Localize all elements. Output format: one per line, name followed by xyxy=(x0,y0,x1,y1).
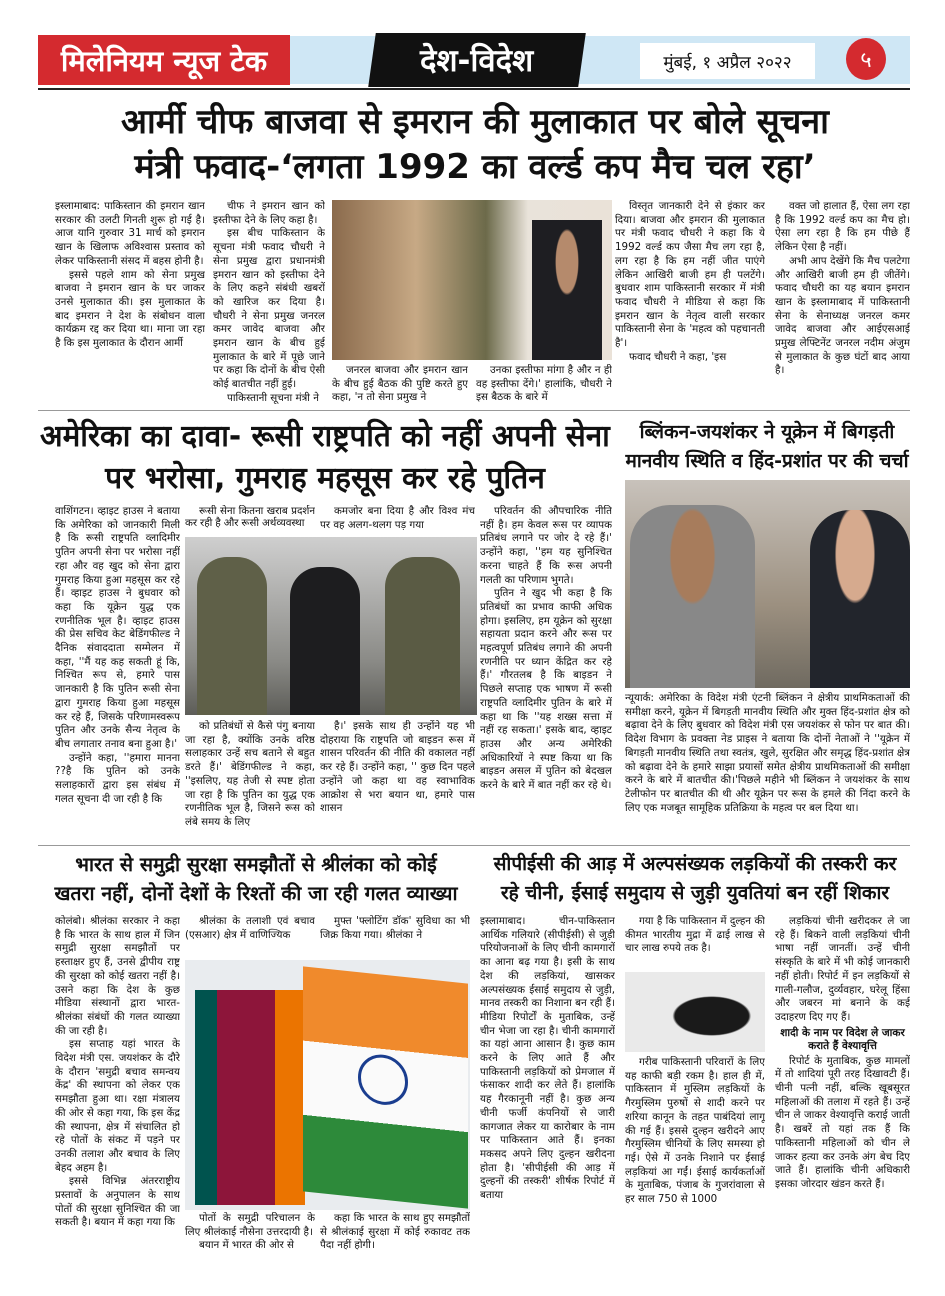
article-column xyxy=(55,915,180,1255)
photo-silhouette-woman xyxy=(625,972,765,1052)
article-column xyxy=(185,505,315,533)
article-column xyxy=(625,915,765,971)
paragraph: उन्होंने कहा, ''हमारा मानना ??है कि पुतिन को उनके सलाहकारों द्वारा इस संबंध में गलत सूचना दी जा रही है कि xyxy=(55,751,180,805)
article-body xyxy=(625,692,910,837)
paragraph: उनका इस्तीफा मांगा है और न ही वह इस्तीफा देंगे।' हालांकि, चौधरी ने इस बैठक के बारे में xyxy=(476,364,612,404)
paragraph: मुफ्त 'फ्लोटिंग डॉक' सुविधा का भी जिक्र किया गया। श्रीलंका ने xyxy=(320,915,470,941)
paragraph: इस्लामाबाद: पाकिस्तान की इमरान खान सरकार की उलटी गिनती शुरू हो गई है। आज यानि गुरुवार 31 मार्च को इमरान खान के खिलाफ अविश्वास प्रस्ताव को लेकर पाकिस्तानी संसद में बहस होनी है। xyxy=(55,200,205,267)
divider xyxy=(38,410,910,411)
headline-line: रहे चीनी, ईसाई समुदाय से जुड़ी युवतियां बन रहीं शिकार xyxy=(500,882,890,904)
paragraph: को प्रतिबंधों से कैसे पंगु बनाया जा रहा है, क्योंकि उनके वरिष्ठ सलाहकार उन्हें सच बताने से बहुत डरते हैं।' बेडिंगफील्ड ने कहा, ''इसलिए, यह तेजी से स्पष्ट होता जा रहा है कि पुतिन का युद्ध एक रणनीतिक भूल है, जिसने रूस को लंबे समय के लिए xyxy=(185,720,315,828)
paragraph: इस्लामाबाद। चीन-पाकिस्तान आर्थिक गलियारे (सीपीईसी) से जुड़ी परियोजनाओं के लिए चीनी कामगारों का आना बढ़ गया है। इसी के साथ देश की लड़कियां, खासकर अल्पसंख्यक ईसाई समुदाय से जुड़ी, मानव तस्करी का निशाना बन रही हैं। मीडिया रिपोर्टों के मुताबिक, उन्हें चीन भेजा जा रहा है। चीनी कामगारों का यहां आना आसान है। कुछ काम करने के लिए आते हैं और पाकिस्तानी लड़कियों को प्रेमजाल में फंसाकर शादी कर लेते हैं। हालांकि यह गैरकानूनी नहीं है। कुछ अन्य चीनी फर्जी कंपनियों से जारी कागजात लेकर या कारोबार के नाम पर पाकिस्तान आते हैं। इनका मकसद अपने लिए दुल्हन खरीदना होता है। 'सीपीईसी की आड़ में दुल्हनों की तस्करी' शीर्षक रिपोर्ट में बताया xyxy=(480,915,615,1202)
headline-cpec-trafficking xyxy=(478,850,912,908)
photo-imran-bajwa-fawad xyxy=(332,200,612,360)
paragraph: है।' इसके साथ ही उन्होंने यह भी दोहराया कि राष्ट्रपति जो बाइडन रूस में शासन परिवर्तन की नीति की वकालत नहीं कर रहे हैं। उन्होंने कहा, '' कुछ दिन पहले उन्होंने जो कहा था वह स्वाभाविक आक्रोश से भरा बयान था, हमारे पास शासन xyxy=(320,720,475,815)
article-column xyxy=(775,200,910,408)
section-title xyxy=(368,33,586,87)
paragraph: पुतिन ने खुद भी कहा है कि प्रतिबंधों का प्रभाव काफी अधिक होगा। इसलिए, हम यूक्रेन को सुरक्षा सहायता प्रदान करने और रूस पर महत्वपूर्ण प्रतिबंध लगाने की अपनी रणनीति पर ध्यान केंद्रित कर रहे हैं।' गौरतलब है कि बाइडन ने पिछले सप्ताह एक भाषण में रूसी राष्ट्रपति व्लादिमीर पुतिन के बारे में कहा था कि ''यह शख्स सत्ता में नहीं रह सकता।' इसके बाद, व्हाइट हाउस और अन्य अमेरिकी अधिकारियों ने स्पष्ट किया था कि बाइडन असल में पुतिन को बेदखल करने के बारे में बात नहीं कर रहे थे। xyxy=(480,587,612,792)
article-column xyxy=(320,1212,470,1254)
photo-figure xyxy=(385,557,460,715)
headline-line: ब्लिंकन-जयशंकर ने यूक्रेन में बिगड़ती xyxy=(639,421,895,443)
headline-line: सीपीईसी की आड़ में अल्पसंख्यक लड़कियों की तस्करी कर xyxy=(493,853,897,875)
photo-putin-generals xyxy=(185,537,477,715)
section-label: देश-विदेश xyxy=(420,43,534,79)
paragraph: न्यूयार्क: अमेरिका के विदेश मंत्री एंटनी ब्लिंकन ने क्षेत्रीय प्राथमिकताओं की समीक्षा करने, यूक्रेन में बिगड़ती मानवीय स्थिति और मुक्त हिंद-प्रशांत क्षेत्र को बढ़ावा देने के लिए बुधवार को विदेश मंत्री एस जयशंकर से फोन पर बात की। विदेश विभाग के प्रवक्ता नेड प्राइस ने बताया कि दोनों नेताओं ने ''यूक्रेन में बिगड़ती मानवीय स्थिति तथा स्वतंत्र, खुले, सुरक्षित और समृद्ध हिंद-प्रशांत क्षेत्र को बढ़ावा देने के हमारे साझा प्रयासों समेत क्षेत्रीय प्राथमिकताओं की समीक्षा करने के बारे में बातचीत की।'पिछले महीने भी ब्लिंकन ने जयशंकर के साथ टेलीफोन पर बातचीत की थी और यूक्रेन पर रूस के हमले की निंदा करने के लिए एक मजबूत सामूहिक प्रतिक्रिया के महत्व पर बल दिया था। xyxy=(625,692,910,814)
headline-line: मानवीय स्थिति व हिंद-प्रशांत पर की चर्चा xyxy=(625,450,909,472)
srilanka-flag xyxy=(195,990,305,1205)
photo-caption-column xyxy=(332,364,468,408)
paragraph: चीफ ने इमरान खान को इस्तीफा देने के लिए कहा है। xyxy=(213,200,325,226)
ashoka-chakra-icon xyxy=(358,1052,408,1107)
paragraph: फवाद चौधरी ने कहा, 'इस xyxy=(629,350,727,363)
article-text xyxy=(775,1055,910,1192)
india-flag xyxy=(303,966,468,1208)
article-column xyxy=(185,1212,315,1254)
paragraph: इससे विभिन्न अंतरराष्ट्रीय प्रस्तावों के अनुपालन के साथ पोतों की सुरक्षा सुनिश्चित की जा सकती है। बयान में कहा गया कि xyxy=(55,1175,180,1229)
paragraph: पाकिस्तानी सूचना मंत्री ने xyxy=(227,391,319,404)
paragraph: अभी आप देखेंगे कि मैच पलटेगा और आखिरी बाजी हम ही जीतेंगे। फवाद चौधरी का यह बयान इमरान खान के इस्लामाबाद में पाकिस्तानी सेना के सेनाध्यक्ष जनरल कमर जावेद बाजवा और आईएसआई प्रमुख लेफ्टिनेंट जनरल नदीम अंजुम से मुलाकात के कुछ घंटों बाद आया है। xyxy=(775,254,910,377)
photo-figure xyxy=(197,557,267,715)
paragraph: पोतों के समुद्री परिचालन के लिए श्रीलंकाई नौसेना उत्तरदायी है। xyxy=(185,1212,315,1238)
article-column xyxy=(480,915,615,1255)
headline-line: अमेरिका का दावा- रूसी राष्ट्रपति को नहीं अपनी सेना xyxy=(40,419,610,454)
headline-line: पर भरोसा, गुमराह महसूस कर रहे पुतिन xyxy=(105,461,545,496)
article-column xyxy=(55,200,205,408)
article-column xyxy=(615,200,765,408)
article-column xyxy=(213,200,325,408)
headline-line: आर्मी चीफ बाजवा से इमरान की मुलाकात पर बोले सूचना xyxy=(121,102,829,142)
article-column xyxy=(320,505,475,533)
divider xyxy=(38,845,910,846)
paragraph: कहा कि भारत के साथ हुए समझौतों से श्रीलंकाई सुरक्षा में कोई रुकावट तक पैदा नहीं होगी। xyxy=(320,1212,470,1252)
article-column xyxy=(55,505,180,835)
headline-line: मंत्री फवाद-‘लगता 1992 का वर्ल्ड कप मैच चल रहा’ xyxy=(134,147,816,187)
photo-flags-srilanka-india xyxy=(185,960,470,1210)
page-number: ५ xyxy=(846,38,886,80)
paragraph: लड़कियां चीनी खरीदकर ले जा रहे हैं। बिकने वाली लड़कियां चीनी भाषा नहीं जानतीं। उन्हें चीनी संस्कृति के बारे में भी कोई जानकारी नहीं होती। रिपोर्ट में इन लड़कियों से गाली-गलौज, दुर्व्यवहार, घरेलू हिंसा और जबरन मां बनाने के कई उदाहरण दिए गए हैं। xyxy=(775,915,910,1023)
paragraph: विस्तृत जानकारी देने से इंकार कर दिया। बाजवा और इमरान की मुलाकात पर मंत्री फवाद चौधरी ने कहा कि ये 1992 वर्ल्ड कप जैसा मैच लग रहा है, लग रहा है कि हम नहीं जीत पाएंगे लेकिन आखिरी बाजी हम ही पलटेंगे। बुधवार शाम पाकिस्तानी सरकार में मंत्री फवाद चौधरी ने मीडिया से कहा कि इमरान खान के नेतृत्व वाली सरकार पाकिस्तानी सेना के 'महत्व को पहचानती है'। xyxy=(615,200,765,350)
article-column xyxy=(185,915,315,957)
headline-blinken-jaishankar xyxy=(622,418,912,476)
article-text xyxy=(775,915,910,1025)
paragraph: गया है कि पाकिस्तान में दुल्हन की कीमत भारतीय मुद्रा में ढाई लाख से चार लाख रुपये तक है। xyxy=(625,915,765,955)
article-column xyxy=(480,505,612,835)
paragraph: बयान में भारत की ओर से xyxy=(199,1239,295,1252)
article-column xyxy=(185,720,315,835)
article-column xyxy=(775,915,910,1255)
paragraph: वाशिंगटन। व्हाइट हाउस ने बताया कि अमेरिका को जानकारी मिली है कि रूसी राष्ट्रपति व्लादिमीर पुतिन अपनी सेना पर भरोसा नहीं रहा और वह खुद को सेना द्वारा गुमराह किया हुआ महसूस कर रहे हैं। व्हाइट हाउस ने बुधवार को कहा कि यूक्रेन युद्ध एक रणनीतिक भूल है। व्हाइट हाउस की प्रेस सचिव केट बेडिंगफील्ड ने दैनिक संवाददाता सम्मेलन में कहा, ''मैं यह कह सकती हूं कि, निश्चित रूप से, हमारे पास जानकारी है कि पुतिन रूसी सेना द्वारा गुमराह किया हुआ महसूस कर रहे हैं, जिसके परिणामस्वरूप पुतिन और उनके सैन्य नेतृत्व के बीच लगातार तनाव बना हुआ है।' xyxy=(55,505,180,750)
paper-logo: मिलेनियम न्यूज टेक xyxy=(38,35,290,85)
article-column xyxy=(625,1056,765,1254)
photo-figure xyxy=(630,505,755,688)
photo-figure xyxy=(290,567,360,715)
headline-line: खतरा नहीं, दोनों देशों के रिश्तों की जा रही गलत व्याख्या xyxy=(54,882,458,905)
photo-figure-minister xyxy=(532,220,602,360)
headline-army-chief xyxy=(40,100,910,192)
paragraph: श्रीलंका के तलाशी एवं बचाव (एसआर) क्षेत्र में वाणिज्यिक xyxy=(185,915,315,941)
headline-line: भारत से समुद्री सुरक्षा समझौतों से श्रीलंका को कोई xyxy=(75,853,437,876)
article-column xyxy=(320,915,470,957)
paragraph: परिवर्तन की औपचारिक नीति नहीं है। हम केवल रूस पर व्यापक प्रतिबंध लगाने पर जोर दे रहे हैं।' उन्होंने कहा, ''हम यह सुनिश्चित करना चाहते हैं कि रूस अपनी गलती का परिणाम भुगते। xyxy=(480,505,612,586)
paragraph: कमजोर बना दिया है और विश्व मंच पर वह अलग-थलग पड़ गया xyxy=(320,505,475,531)
photo-jaishankar-blinken xyxy=(625,480,910,688)
paragraph: गरीब पाकिस्तानी परिवारों के लिए यह काफी बड़ी रकम है। हाल ही में, पाकिस्तान में मुस्लिम लड़कियों के गैरमुस्लिम पुरुषों से शादी करने पर शरिया कानून के तहत पाबंदियां लागू की गई हैं। इससे दुल्हन खरीदने आए गैरमुस्लिम चीनियों के लिए समस्या हो गई। ऐसे में उनके निशाने पर ईसाई लड़कियां आ गईं। ईसाई कार्यकर्ताओं के मुताबिक, पंजाब के गुजरांवाला से हर साल 750 से 1000 xyxy=(625,1056,765,1206)
paragraph: रिपोर्ट के मुताबिक, कुछ मामलों में तो शादियां पूरी तरह दिखावटी हैं। चीनी पत्नी नहीं, बल्कि खूबसूरत महिलाओं की तलाश में रहते हैं। उन्हें चीन ले जाकर वेश्यावृत्ति कराई जाती है। खबरें तो यहां तक हैं कि पाकिस्तानी महिलाओं को चीन ले जाकर हत्या कर उनके अंग बेच दिए जाते हैं। हालांकि चीनी अधिकारी इसका जोरदार खंडन करते हैं। xyxy=(775,1054,910,1190)
paragraph: इससे पहले शाम को सेना प्रमुख बाजवा ने इमरान खान के घर जाकर उनसे मुलाकात की। इस मुलाकात के बाद इमरान ने देश के संबोधन वाला कार्यक्रम रद्द कर दिया था। माना जा रहा है कि इस मुलाकात के दौरान आर्मी xyxy=(55,268,205,350)
photo-caption-column xyxy=(476,364,612,408)
divider xyxy=(38,88,910,90)
paragraph: रूसी सेना कितना खराब प्रदर्शन कर रही है और रूसी अर्थव्यवस्था xyxy=(185,505,315,530)
paragraph: इस बीच पाकिस्तान के सूचना मंत्री फवाद चौधरी ने सेना प्रमुख द्वारा प्रधानमंत्री इमरान खान को इस्तीफा देने के लिए कहने संबंधी खबरों को खारिज कर दिया है। चौधरी ने सेना प्रमुख जनरल कमर जावेद बाजवा और इमरान खान के बीच हुई मुलाकात के बारे में पूछे जाने पर कहा कि दोनों के बीच ऐसी कोई बातचीत नहीं हुई। xyxy=(213,227,325,391)
paragraph: वक्त जो हालात हैं, ऐसा लग रहा है कि 1992 वर्ल्ड कप का मैच हो। ऐसा लग रहा है कि हम पीछे हैं लेकिन ऐसा है नहीं। xyxy=(775,200,910,254)
photo-figure xyxy=(810,510,910,688)
edition-date: मुंबई, १ अप्रैल २०२२ xyxy=(640,43,815,79)
article-column xyxy=(320,720,475,835)
subheading: शादी के नाम पर विदेश ले जाकर कराते हैं वेश्यावृत्ति xyxy=(780,1026,905,1052)
headline-srilanka xyxy=(40,850,472,908)
paragraph: जनरल बाजवा और इमरान खान के बीच हुई बैठक की पुष्टि करते हुए कहा, 'न तो सेना प्रमुख ने xyxy=(332,364,468,404)
paragraph: कोलंबो। श्रीलंका सरकार ने कहा है कि भारत के साथ हाल में जिन समुद्री सुरक्षा समझौतों पर हस्ताक्षर हुए हैं, उनसे द्वीपीय राष्ट्र की सुरक्षा को कोई खतरा नहीं है। उसने कहा कि देश के कुछ मीडिया संस्थानों द्वारा भारत-श्रीलंका संबंधों की गलत व्याख्या की जा रही है। xyxy=(55,915,180,1037)
paragraph: इस सप्ताह यहां भारत के विदेश मंत्री एस. जयशंकर के दौरे के दौरान 'समुद्री बचाव समन्वय केंद्र' की स्थापना को लेकर एक समझौता हुआ था। रक्षा मंत्रालय की ओर से कहा गया, कि इस केंद्र की स्थापना, क्षेत्र में संचालित हो रहे पोतों के संकट में पड़ने पर उनकी तलाश और बचाव के लिए बेहद अहम है। xyxy=(55,1038,180,1174)
headline-us-claim-putin xyxy=(40,416,610,500)
